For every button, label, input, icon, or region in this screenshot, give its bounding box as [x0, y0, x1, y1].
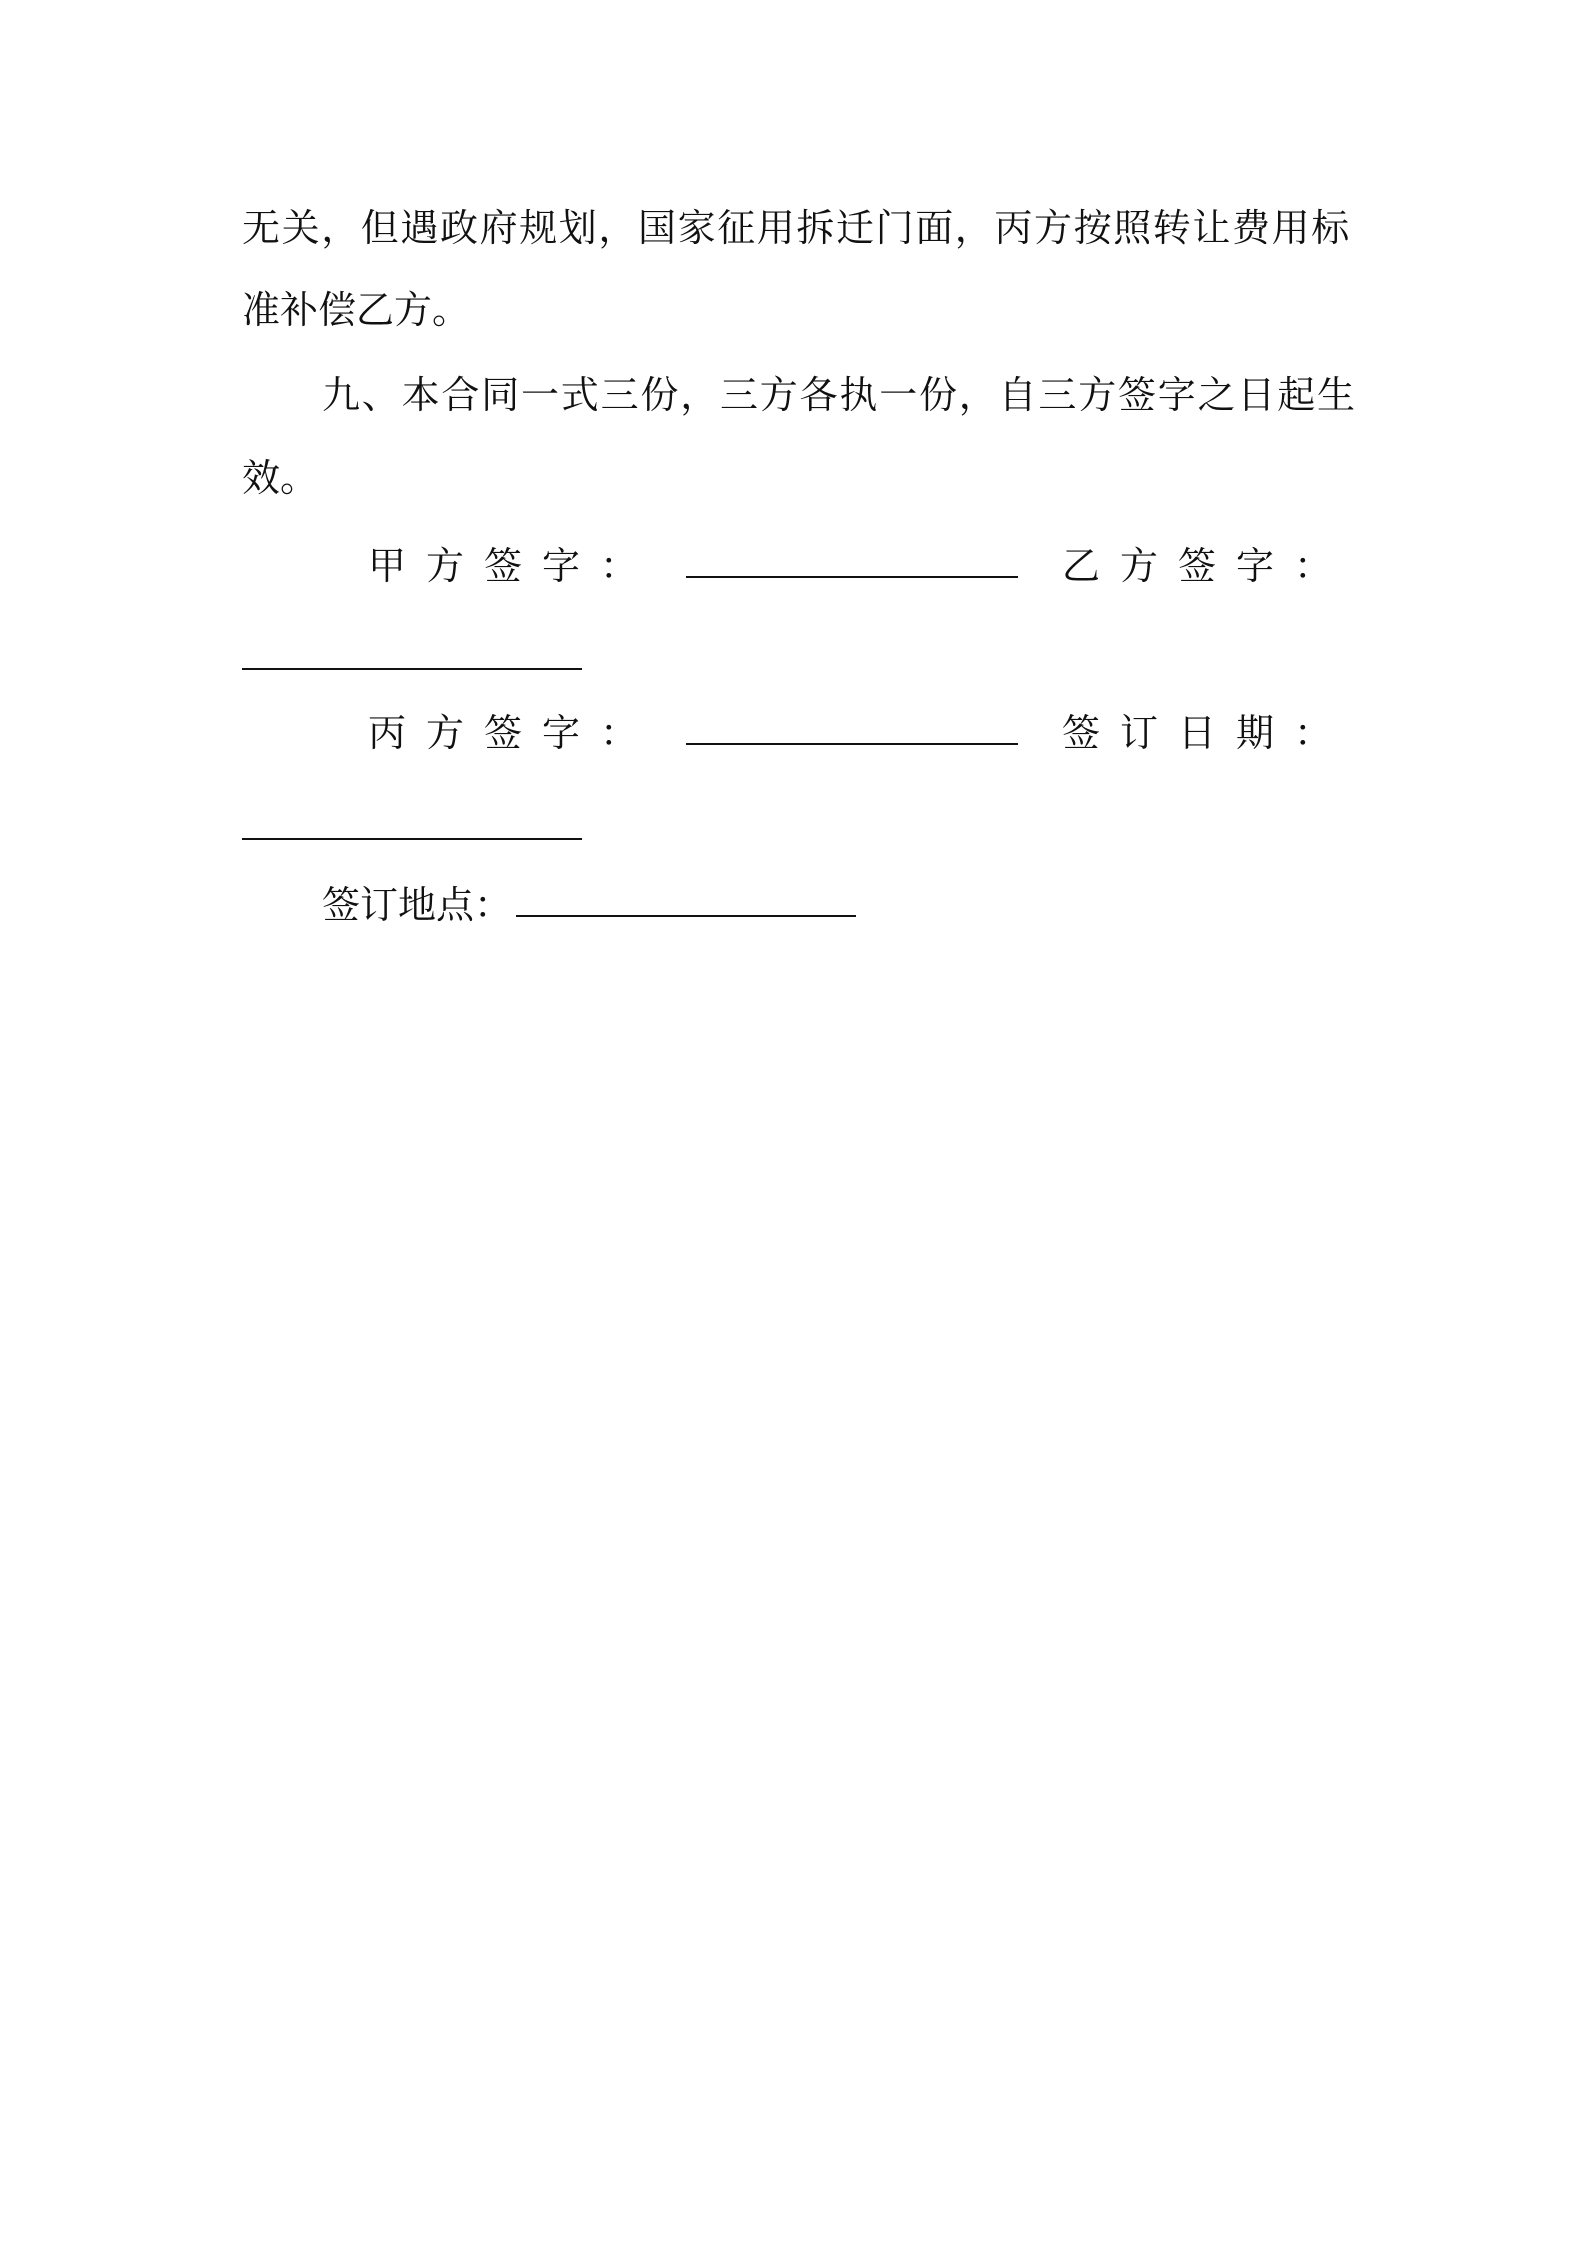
- party-a-signature-label: 甲方签字：: [368, 543, 659, 588]
- paragraph-nine-line-1: 九、本合同一式三份，三方各执一份，自三方签字之日起生: [322, 373, 1357, 417]
- sign-place-row: [322, 876, 856, 926]
- paragraph-eight-line-2: 准补偿乙方。: [242, 288, 471, 332]
- sign-place-line[interactable]: [516, 885, 856, 917]
- party-c-signature-label: 丙方签字：: [368, 710, 659, 755]
- sign-place-label: 签订地点：: [322, 882, 513, 927]
- sign-date-line[interactable]: [242, 838, 582, 840]
- paragraph-eight-line-1: 无关，但遇政府规划，国家征用拆迁门面，丙方按照转让费用标: [242, 206, 1351, 250]
- party-b-signature-line[interactable]: [242, 668, 582, 670]
- party-b-signature-label: 乙方签字：: [1061, 543, 1352, 588]
- signature-row-c-date: [368, 704, 1352, 754]
- party-c-signature-line[interactable]: [686, 713, 1018, 745]
- paragraph-nine-line-2: 效。: [242, 456, 319, 500]
- signature-row-a-b: [368, 537, 1352, 587]
- sign-date-label: 签订日期：: [1061, 710, 1352, 755]
- party-a-signature-line[interactable]: [686, 546, 1018, 578]
